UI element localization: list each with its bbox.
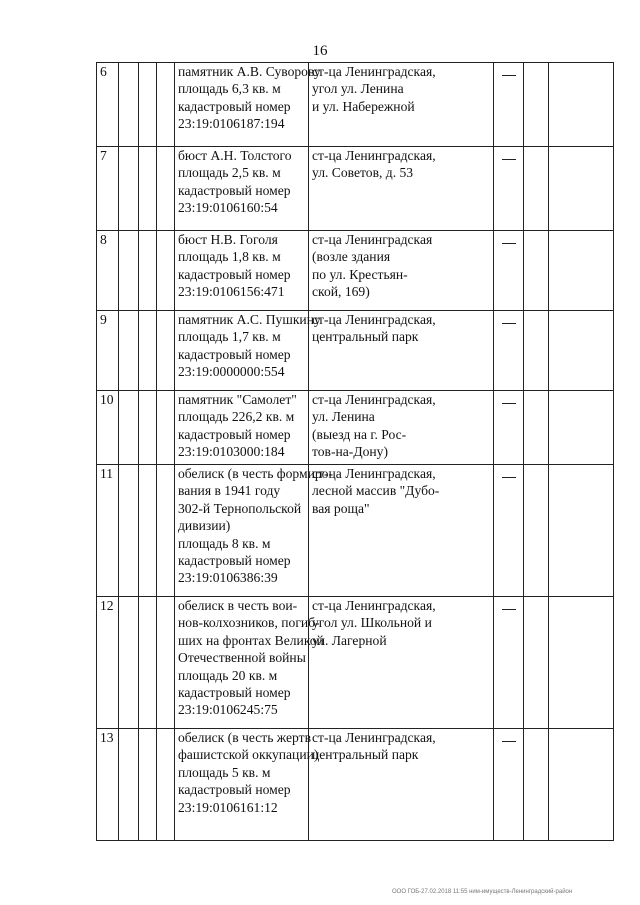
object-address xyxy=(309,63,494,147)
address-line: ст-ца Ленинградская, xyxy=(312,312,436,327)
object-line: площадь 1,8 кв. м xyxy=(178,249,281,265)
object-line: 23:19:0106156:471 xyxy=(178,284,285,300)
object-address xyxy=(309,311,494,391)
table-row xyxy=(97,311,614,391)
object-line: 23:19:0106386:39 xyxy=(178,570,278,586)
address-line: вая роща" xyxy=(312,500,370,516)
footer-stamp: ООО ГОБ-27.02.2018 11:55 ним-имуществ-Ленинградский-район xyxy=(392,889,573,895)
object-line: площадь 8 кв. м xyxy=(178,535,271,551)
address-line: ской, 169) xyxy=(312,284,370,300)
object-line: обелиск (в честь формиро- xyxy=(178,466,333,481)
object-line: площадь 1,7 кв. м xyxy=(178,329,281,345)
empty-cell xyxy=(119,597,139,729)
empty-cell xyxy=(139,63,157,147)
address-line: тов-на-Дону) xyxy=(312,444,389,460)
object-line: кадастровый номер xyxy=(178,685,291,701)
object-line: кадастровый номер xyxy=(178,266,291,282)
row-number: 9 xyxy=(97,311,119,391)
object-description xyxy=(175,147,309,231)
object-line: вания в 1941 году xyxy=(178,483,281,499)
empty-cell xyxy=(157,147,175,231)
address-line: ст-ца Ленинградская xyxy=(312,232,433,247)
object-line: 302-й Тернопольской xyxy=(178,500,302,516)
object-line: обелиск в честь вои- xyxy=(178,598,298,613)
address-line: и ул. Набережной xyxy=(312,98,415,114)
empty-cell xyxy=(119,391,139,465)
object-address xyxy=(309,147,494,231)
object-line: 23:19:0106161:12 xyxy=(178,799,278,815)
empty-cell xyxy=(139,311,157,391)
address-line: угол ул. Школьной и xyxy=(312,615,432,631)
object-line: фашистской оккупации) xyxy=(178,747,319,763)
dash-mark xyxy=(502,243,516,244)
dash-cell xyxy=(494,147,524,231)
row-number: 6 xyxy=(97,63,119,147)
empty-cell xyxy=(119,231,139,311)
dash-mark xyxy=(502,477,516,478)
address-line: ул. Лагерной xyxy=(312,632,387,648)
object-address xyxy=(309,391,494,465)
object-line: площадь 226,2 кв. м xyxy=(178,409,295,425)
object-line: кадастровый номер xyxy=(178,426,291,442)
object-line: кадастровый номер xyxy=(178,346,291,362)
empty-cell xyxy=(524,391,549,465)
dash-cell xyxy=(494,231,524,311)
object-line: обелиск (в честь жертв xyxy=(178,730,312,745)
table-row xyxy=(97,391,614,465)
empty-cell xyxy=(524,147,549,231)
dash-cell xyxy=(494,311,524,391)
address-line: (возле здания xyxy=(312,249,391,265)
address-line: ул. Советов, д. 53 xyxy=(312,165,414,181)
empty-cell xyxy=(524,465,549,597)
address-line: ст-ца Ленинградская, xyxy=(312,598,436,613)
address-line: ст-ца Ленинградская, xyxy=(312,64,436,79)
empty-cell xyxy=(549,597,614,729)
empty-cell xyxy=(139,597,157,729)
empty-cell xyxy=(139,729,157,841)
dash-mark xyxy=(502,75,516,76)
address-line: центральный парк xyxy=(312,329,419,345)
empty-cell xyxy=(139,147,157,231)
empty-cell xyxy=(549,311,614,391)
dash-mark xyxy=(502,741,516,742)
empty-cell xyxy=(157,63,175,147)
dash-cell xyxy=(494,63,524,147)
row-number: 11 xyxy=(97,465,119,597)
address-line: лесной массив "Дубо- xyxy=(312,483,440,499)
table-row xyxy=(97,147,614,231)
empty-cell xyxy=(549,729,614,841)
empty-cell xyxy=(139,391,157,465)
empty-cell xyxy=(119,465,139,597)
object-description xyxy=(175,311,321,391)
object-line: памятник А.С. Пушкину xyxy=(178,312,321,327)
object-description xyxy=(175,231,309,311)
empty-cell xyxy=(549,147,614,231)
object-line: площадь 2,5 кв. м xyxy=(178,165,281,181)
empty-cell xyxy=(157,311,175,391)
dash-mark xyxy=(502,609,516,610)
address-line: ул. Ленина xyxy=(312,409,375,425)
table-row xyxy=(97,231,614,311)
empty-cell xyxy=(549,63,614,147)
empty-cell xyxy=(157,465,175,597)
address-line: ст-ца Ленинградская, xyxy=(312,148,436,163)
object-line: Отечественной войны xyxy=(178,650,306,666)
object-description xyxy=(175,391,309,465)
dash-cell xyxy=(494,597,524,729)
empty-cell xyxy=(157,729,175,841)
dash-cell xyxy=(494,729,524,841)
row-number: 10 xyxy=(97,391,119,465)
object-description xyxy=(175,597,324,729)
empty-cell xyxy=(119,147,139,231)
table-row xyxy=(97,729,614,841)
address-line: ст-ца Ленинградская, xyxy=(312,392,436,407)
object-line: памятник "Самолет" xyxy=(178,392,297,407)
object-description xyxy=(175,729,319,841)
empty-cell xyxy=(139,465,157,597)
object-line: кадастровый номер xyxy=(178,98,291,114)
empty-cell xyxy=(524,311,549,391)
object-address xyxy=(309,597,494,729)
empty-cell xyxy=(157,391,175,465)
dash-mark xyxy=(502,159,516,160)
address-line: по ул. Крестьян- xyxy=(312,266,408,282)
object-line: 23:19:0106160:54 xyxy=(178,200,278,216)
address-line: угол ул. Ленина xyxy=(312,81,404,97)
object-line: кадастровый номер xyxy=(178,782,291,798)
object-line: площадь 6,3 кв. м xyxy=(178,81,281,97)
table-row xyxy=(97,465,614,597)
object-address xyxy=(309,465,494,597)
row-number: 7 xyxy=(97,147,119,231)
object-line: 23:19:0106187:194 xyxy=(178,116,285,132)
object-line: кадастровый номер xyxy=(178,553,291,569)
registry-table xyxy=(96,62,614,841)
empty-cell xyxy=(157,597,175,729)
address-line: ст-ца Ленинградская, xyxy=(312,466,436,481)
empty-cell xyxy=(524,63,549,147)
object-line: бюст А.Н. Толстого xyxy=(178,148,292,163)
empty-cell xyxy=(549,391,614,465)
page-number: 16 xyxy=(312,43,328,59)
empty-cell xyxy=(119,729,139,841)
object-address xyxy=(309,729,494,841)
object-line: 23:19:0106245:75 xyxy=(178,702,278,718)
object-line: дивизии) xyxy=(178,518,231,534)
table-row xyxy=(97,597,614,729)
empty-cell xyxy=(119,63,139,147)
address-line: (выезд на г. Рос- xyxy=(312,426,407,442)
object-line: площадь 20 кв. м xyxy=(178,667,278,683)
object-line: бюст Н.В. Гоголя xyxy=(178,232,278,247)
empty-cell xyxy=(549,231,614,311)
object-line: кадастровый номер xyxy=(178,182,291,198)
dash-mark xyxy=(502,323,516,324)
object-line: памятник А.В. Суворову xyxy=(178,64,321,79)
address-line: ст-ца Ленинградская, xyxy=(312,730,436,745)
empty-cell xyxy=(524,597,549,729)
table-row xyxy=(97,63,614,147)
row-number: 13 xyxy=(97,729,119,841)
object-line: нов-колхозников, погиб- xyxy=(178,615,320,631)
empty-cell xyxy=(524,231,549,311)
object-line: 23:19:0103000:184 xyxy=(178,444,285,460)
dash-cell xyxy=(494,391,524,465)
empty-cell xyxy=(139,231,157,311)
object-address xyxy=(309,231,494,311)
dash-mark xyxy=(502,403,516,404)
object-line: площадь 5 кв. м xyxy=(178,764,271,780)
empty-cell xyxy=(157,231,175,311)
dash-cell xyxy=(494,465,524,597)
object-description xyxy=(175,465,333,597)
empty-cell xyxy=(119,311,139,391)
object-description xyxy=(175,63,321,147)
empty-cell xyxy=(524,729,549,841)
row-number: 8 xyxy=(97,231,119,311)
row-number: 12 xyxy=(97,597,119,729)
object-line: 23:19:0000000:554 xyxy=(178,364,285,380)
object-line: ших на фронтах Великой xyxy=(178,632,324,648)
empty-cell xyxy=(549,465,614,597)
address-line: центральный парк xyxy=(312,747,419,763)
